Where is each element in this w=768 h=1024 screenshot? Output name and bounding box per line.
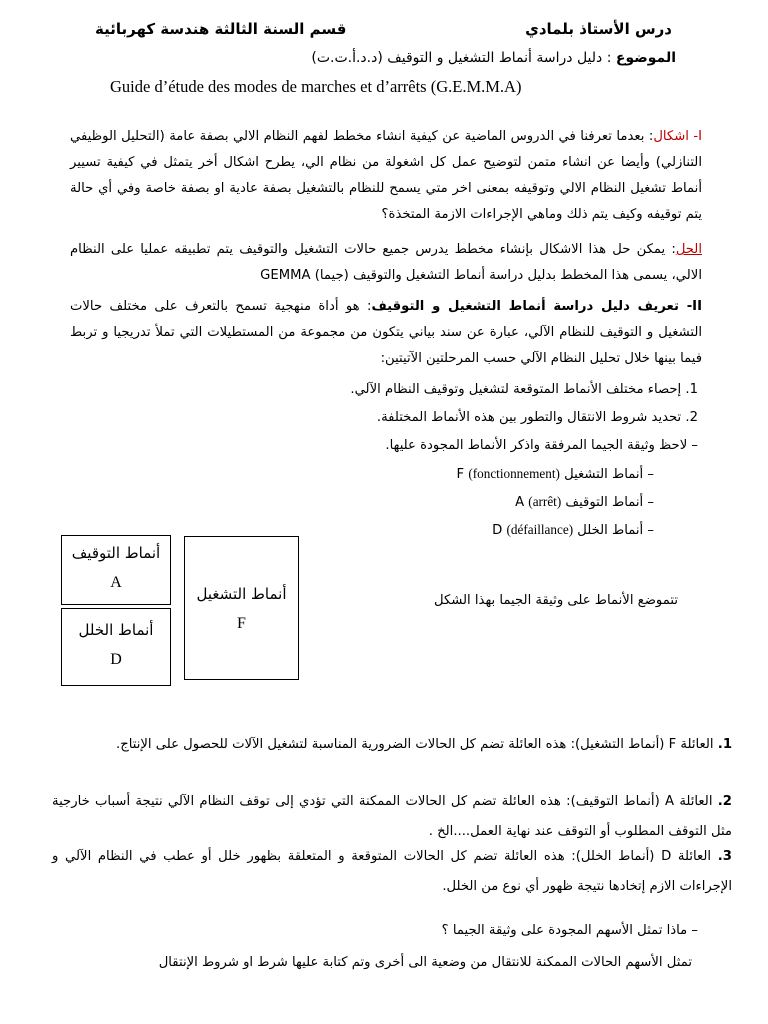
family-d-item: [52, 842, 732, 902]
step-2: 2. تحديد شروط الانتقال والتطور بين هذه الأنماط المختلفة.: [376, 410, 698, 425]
subject-text: : دليل دراسة أنماط التشغيل و التوقيف (د.د.أ.ت.ت): [311, 50, 612, 66]
mode-a-fr: (arrêt): [528, 494, 562, 509]
section-1-heading: I- اشكال: [653, 129, 703, 144]
box-operating-modes: [184, 536, 299, 680]
mode-f-fr: (fonctionnement): [468, 466, 560, 481]
subject-line: [311, 50, 676, 66]
mode-d-fr: (défaillance): [506, 522, 574, 537]
french-title: Guide d’étude des modes de marches et d’arrêts (G.E.M.M.A): [110, 77, 522, 96]
mode-item-f: [457, 466, 654, 482]
family-a-num: 2.: [717, 794, 732, 809]
section-2-paragraph: [70, 294, 702, 372]
arrows-question: – ماذا تمثل الأسهم المجودة على وثيقة الجيما ؟: [441, 923, 698, 938]
box-a-label: أنماط التوقيف: [71, 544, 161, 562]
box-stop-modes: [61, 535, 171, 605]
subject-label: الموضوع: [615, 50, 676, 66]
solution-heading: الحل: [675, 242, 702, 257]
box-failure-modes: [61, 608, 171, 686]
family-a-text: : هذه العائلة تضم كل الحالات الممكنة التي تؤدي إلى توقف النظام الآلي نتيجة أسباب خارجية مثل التوقف المطلوب أو التوقف عند نهاية العمل....الخ .: [52, 794, 732, 839]
section-1-text: : بعدما تعرفنا في الدروس الماضية عن كيفية انشاء مخطط لفهم النظام الالي بصفة عامة (التحليل الوظيفي التنازلي) وأيضا عن انشاء متمن لتوضيح عمل كل اشغولة من نظام الي، يطرح اشكال أخر يتمثل في كيفية تسيير أنماط تشغيل النظام الالي وتوقيفه بمعنى اخر متي يسمح للنظام بالتشغيل بصفة عادية او بصفة خاصة وفي أي حالة يتم توقيفه وكيف يتم ذلك وماهي الإجراءات الازمة المتخذة؟: [70, 129, 702, 222]
family-a-item: [52, 787, 732, 847]
mode-item-d: [492, 522, 654, 538]
mode-d-ar: – أنماط الخلل D: [492, 523, 654, 538]
department-label: قسم السنة الثالثة هندسة كهربائية: [95, 20, 347, 38]
box-a-letter: A: [110, 574, 122, 591]
section-2-heading: II- تعريف دليل دراسة أنماط التشغيل و التوقيف: [371, 299, 702, 314]
solution-paragraph: [70, 237, 702, 289]
solution-text: : يمكن حل هذا الاشكال بإنشاء مخطط يدرس جميع حالات التشغيل والتوقيف يتم تطبيقه عمليا على النظام الالي، يسمى هذا المخطط بدليل دراسة أنماط التشغيل والتوقيف (جيما) GEMMA: [70, 242, 702, 283]
mode-item-a: [515, 494, 654, 510]
family-f-text: : هذه العائلة تضم كل الحالات الضرورية المناسبة لتشغيل الآلات للحصول على الإنتاج.: [116, 737, 576, 752]
family-d-num: 3.: [717, 849, 732, 864]
box-d-label: أنماط الخلل: [78, 621, 154, 639]
box-f-letter: F: [237, 615, 246, 632]
family-f-num: 1.: [717, 737, 732, 752]
mode-a-ar: – أنماط التوقيف A: [515, 495, 654, 510]
section-1-paragraph: [70, 124, 702, 228]
box-f-label: أنماط التشغيل: [196, 585, 287, 603]
observe-instruction: – لاحظ وثيقة الجيما المرفقة واذكر الأنماط المجودة عليها.: [385, 438, 698, 453]
box-d-letter: D: [110, 651, 122, 668]
arrows-answer: تمثل الأسهم الحالات الممكنة للانتقال من وضعية الى أخرى وتم كتابة عليها شرط او شروط الإنتقال: [158, 955, 692, 970]
section-2-text: : هو أداة منهجية تسمح بالتعرف على مختلف حالات التشغيل و التوقيف للنظام الآلي، عبارة عن سند بياني يتكون من مجموعة من المستطيلات التي تملأ تدريجيا و تربط فيما بينها خلال تحليل النظام الآلي حسب المرحلتين الآتيتين:: [70, 299, 702, 366]
step-1: 1. إحصاء مختلف الأنماط المتوقعة لتشغيل وتوقيف النظام الآلي.: [350, 382, 698, 397]
family-f-title: العائلة F (أنماط التشغيل): [575, 737, 714, 752]
family-a-title: العائلة A (أنماط التوقيف): [570, 794, 713, 809]
teacher-name: درس الأستاذ بلمادي: [525, 20, 672, 38]
family-d-title: العائلة D (أنماط الخلل): [575, 849, 712, 864]
family-f-item: [52, 730, 732, 760]
diagram-caption: تتموضع الأنماط على وثيقة الجيما بهذا الشكل: [433, 593, 678, 608]
family-d-text: : هذه العائلة تضم كل الحالات المتوقعة و المتعلقة بظهور خلل أو عطب في النظام الآلي و الإجراءات الازم إتخادها نتيجة ظهور أي نوع من الخلل.: [52, 849, 732, 894]
mode-f-ar: – أنماط التشغيل F: [456, 467, 654, 482]
